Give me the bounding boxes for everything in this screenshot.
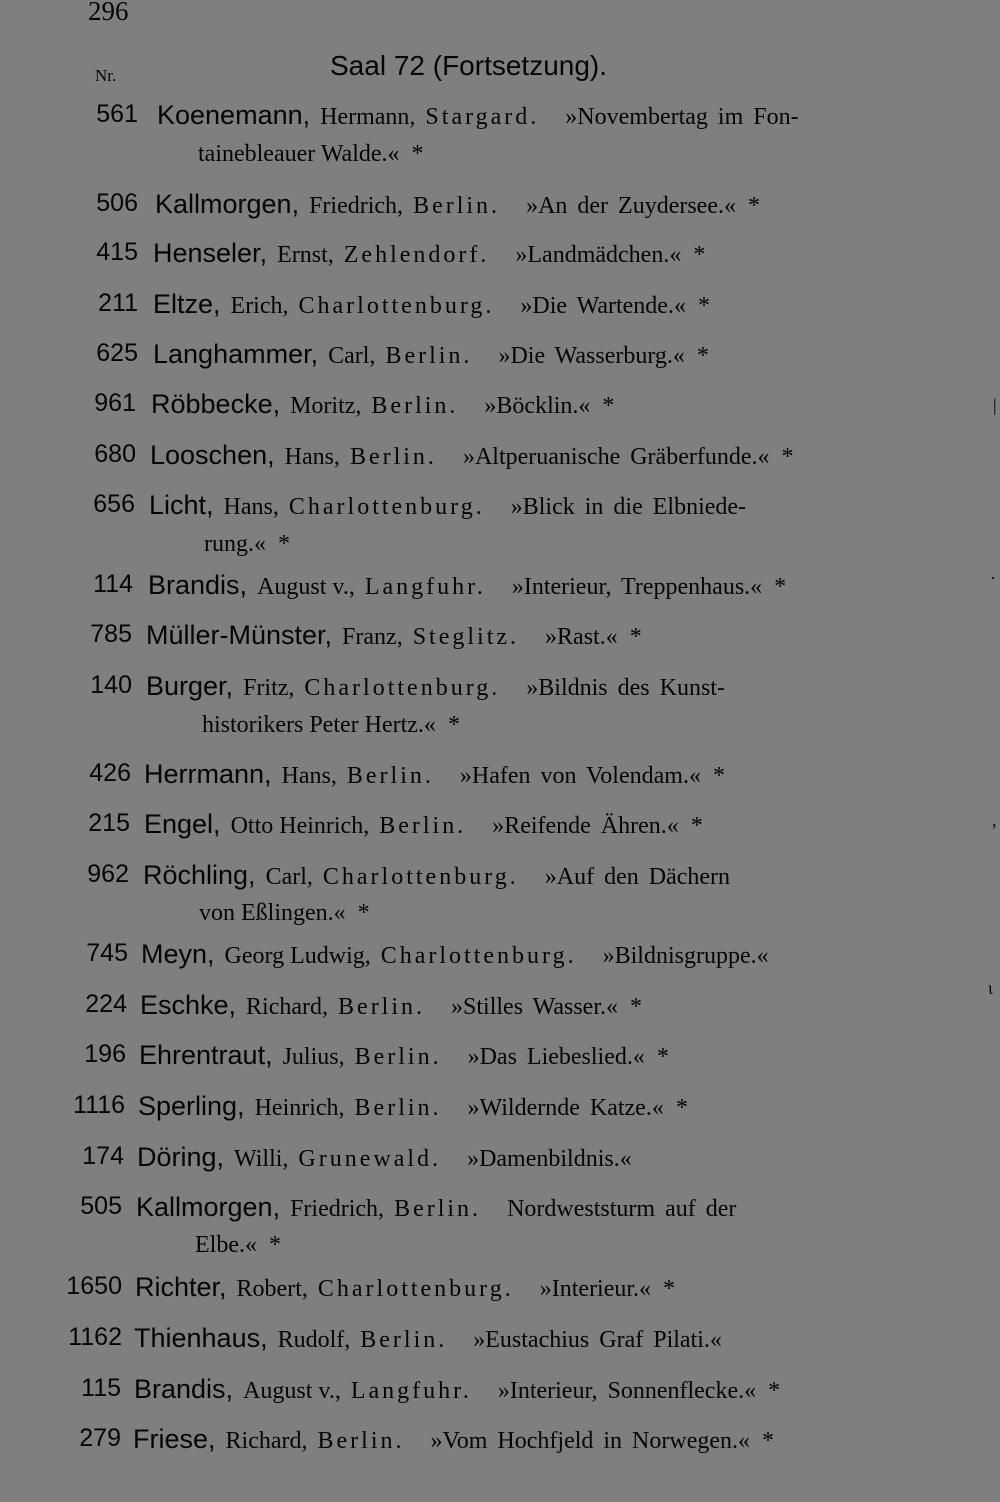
asterisk-mark: * [774, 574, 787, 600]
artist-surname: Kallmorgen, [155, 189, 300, 219]
artwork-title: »Die Wasserburg.« [498, 343, 685, 369]
artwork-title: Nordweststurm auf der [507, 1196, 737, 1222]
artist-given-name: August v., [257, 574, 355, 600]
margin-mark: ι [988, 978, 993, 998]
artist-surname: Eltze, [153, 289, 221, 319]
artist-surname: Meyn, [141, 939, 215, 969]
artist-city: Berlin. [354, 1095, 442, 1121]
artist-given-name: Moritz, [290, 393, 362, 419]
entry-line [134, 1374, 780, 1405]
artwork-title: »Die Wartende.« [520, 293, 686, 319]
artwork-title: »Auf den Dächern [544, 864, 731, 890]
artist-given-name: August v., [243, 1378, 341, 1404]
artwork-title: »Rast.« [545, 624, 618, 650]
entry-number: 426 [89, 759, 131, 787]
asterisk-mark: * [630, 994, 642, 1020]
artist-given-name: Ernst, [277, 242, 334, 268]
artwork-title: »Altperuanische Gräberfunde.« [462, 444, 770, 470]
margin-mark: , [992, 810, 997, 830]
entry-number: 506 [96, 189, 138, 217]
entry-line [150, 440, 793, 471]
artist-city: Berlin. [394, 1196, 482, 1222]
artist-city: Berlin. [360, 1327, 448, 1353]
entry-line [151, 389, 614, 420]
artwork-title: »Landmädchen.« [515, 242, 682, 268]
artist-given-name: Carl, [328, 343, 376, 369]
artist-given-name: Fritz, [243, 675, 295, 701]
asterisk-mark: * [712, 763, 725, 789]
entry-line [138, 1091, 688, 1122]
artwork-title: »Bildnis des Kunst- [526, 675, 725, 701]
section-heading: Saal 72 (Fortsetzung). [330, 50, 608, 81]
entry-number: 415 [96, 238, 138, 266]
entry-line [149, 490, 746, 521]
artist-city: Charlottenburg. [288, 494, 485, 520]
asterisk-mark: * [663, 1276, 676, 1302]
artwork-title: »Blick in die Elbniede- [510, 494, 747, 520]
artist-surname: Richter, [135, 1272, 227, 1302]
entry-number: 961 [94, 389, 136, 417]
asterisk-mark: * [762, 1428, 775, 1454]
artist-surname: Looschen, [150, 440, 275, 470]
artist-city: Charlottenburg. [380, 943, 577, 969]
entry-number: 215 [88, 809, 130, 837]
artwork-title-continuation: tainebleauer Walde.« [198, 141, 400, 167]
artist-surname: Koenemann, [157, 100, 311, 130]
asterisk-mark: * [697, 293, 710, 319]
entry-line [137, 1142, 632, 1173]
artwork-title: »Eustachius Graf Pilati.« [473, 1327, 722, 1353]
artist-given-name: Julius, [282, 1044, 345, 1070]
artist-city: Berlin. [385, 343, 473, 369]
artwork-title: »Interieur.« [539, 1276, 652, 1302]
artist-surname: Sperling, [138, 1091, 245, 1121]
artist-surname: Licht, [149, 490, 214, 520]
artist-surname: Herrmann, [144, 759, 272, 789]
entry-number: 656 [93, 490, 135, 518]
artwork-title-continuation: von Eßlingen.« [199, 900, 346, 926]
artist-surname: Röbbecke, [151, 389, 281, 419]
asterisk-mark: * [629, 624, 642, 650]
artist-given-name: Otto Heinrich, [230, 813, 370, 839]
artwork-title: »Stilles Wasser.« [451, 994, 618, 1020]
entry-number: 745 [86, 939, 128, 967]
entry-line [148, 570, 786, 601]
artist-given-name: Hans, [284, 444, 340, 470]
artist-city: Charlottenburg. [317, 1276, 514, 1302]
artist-surname: Thienhaus, [134, 1323, 268, 1353]
artist-surname: Engel, [144, 809, 221, 839]
entry-line [153, 339, 709, 370]
artist-city: Berlin. [346, 763, 434, 789]
artwork-title: »An der Zuydersee.« [526, 193, 736, 219]
artwork-title: »Wildernde Katze.« [467, 1095, 664, 1121]
asterisk-mark: * [357, 900, 370, 926]
artist-given-name: Franz, [342, 624, 403, 650]
artist-given-name: Rudolf, [277, 1327, 351, 1353]
entry-line [135, 1272, 675, 1303]
artist-surname: Brandis, [148, 570, 248, 600]
entry-line [136, 1192, 736, 1223]
asterisk-mark: * [278, 531, 290, 557]
artist-city: Berlin. [338, 994, 426, 1020]
asterisk-mark: * [781, 444, 794, 470]
asterisk-mark: * [268, 1232, 281, 1258]
entry-number: 1162 [68, 1323, 122, 1351]
entry-continuation-line [198, 141, 424, 168]
artwork-title: »Bildnisgruppe.« [602, 943, 769, 969]
asterisk-mark: * [602, 393, 615, 419]
entry-number: 115 [81, 1374, 121, 1402]
entry-line [153, 238, 705, 269]
artist-city: Grunewald. [298, 1146, 442, 1172]
artist-surname: Ehrentraut, [139, 1040, 273, 1070]
entry-number: 505 [80, 1192, 122, 1220]
artist-given-name: Erich, [230, 293, 289, 319]
artist-city: Berlin. [354, 1044, 442, 1070]
artist-given-name: Friedrich, [309, 193, 404, 219]
entry-number: 279 [79, 1424, 121, 1452]
entry-line [139, 1040, 669, 1071]
artist-city: Berlin. [413, 193, 501, 219]
artist-city: Langfuhr. [350, 1378, 472, 1404]
entry-line [146, 671, 725, 702]
entry-number: 1650 [66, 1272, 122, 1300]
artist-given-name: Hans, [281, 763, 337, 789]
artwork-title: »Damenbildnis.« [467, 1146, 632, 1172]
asterisk-mark: * [690, 813, 703, 839]
artwork-title: »Vom Hochfjeld in Norwegen.« [430, 1428, 751, 1454]
artist-given-name: Hans, [223, 494, 279, 520]
artist-city: Charlottenburg. [298, 293, 495, 319]
artist-city: Berlin. [371, 393, 459, 419]
artist-surname: Eschke, [140, 990, 237, 1020]
entry-continuation-line [195, 1232, 281, 1259]
artist-city: Stargard. [425, 104, 540, 130]
entry-number: 625 [96, 339, 138, 367]
artist-city: Zehlendorf. [343, 242, 490, 268]
artist-surname: Burger, [146, 671, 234, 701]
entry-number: 224 [85, 990, 127, 1018]
asterisk-mark: * [656, 1044, 669, 1070]
artwork-title: »Reifende Ähren.« [492, 813, 679, 839]
artist-given-name: Hermann, [320, 104, 416, 130]
asterisk-mark: * [411, 141, 424, 167]
entry-continuation-line [199, 900, 370, 927]
artist-given-name: Robert, [236, 1276, 308, 1302]
asterisk-mark: * [447, 712, 460, 738]
artist-city: Berlin. [317, 1428, 405, 1454]
entry-number: 561 [96, 100, 138, 128]
entry-number: 962 [87, 860, 129, 888]
margin-mark: | [993, 395, 997, 415]
entry-number: 114 [93, 570, 133, 598]
artist-surname: Müller-Münster, [146, 620, 333, 650]
asterisk-mark: * [675, 1095, 688, 1121]
entry-number: 1116 [73, 1091, 125, 1119]
asterisk-mark: * [693, 242, 706, 268]
artwork-title: »Interieur, Sonnenflecke.« [497, 1378, 757, 1404]
entry-continuation-line [204, 531, 290, 558]
artist-given-name: Willi, [234, 1146, 289, 1172]
artist-surname: Langhammer, [153, 339, 319, 369]
asterisk-mark: * [696, 343, 709, 369]
asterisk-mark: * [748, 193, 760, 219]
asterisk-mark: * [768, 1378, 781, 1404]
nr-column-label: Nr. [95, 66, 117, 85]
entry-line [144, 809, 703, 840]
artist-surname: Röchling, [143, 860, 256, 890]
artist-given-name: Richard, [246, 994, 329, 1020]
artist-city: Charlottenburg. [304, 675, 501, 701]
artist-surname: Kallmorgen, [136, 1192, 281, 1222]
artwork-title: »Böcklin.« [484, 393, 591, 419]
entry-number: 785 [90, 620, 132, 648]
entry-line [141, 939, 769, 970]
artist-surname: Döring, [137, 1142, 225, 1172]
entry-line [143, 860, 730, 891]
page-number: 296 [88, 0, 129, 26]
artwork-title: »Novembertag im Fon- [565, 104, 799, 130]
artist-city: Berlin. [349, 444, 437, 470]
entry-line [153, 289, 710, 320]
artist-surname: Friese, [133, 1424, 216, 1454]
entry-line [140, 990, 642, 1021]
entry-number: 174 [82, 1142, 124, 1170]
artist-city: Steglitz. [412, 624, 520, 650]
artist-given-name: Georg Ludwig, [224, 943, 371, 969]
entry-line [144, 759, 725, 790]
artist-surname: Brandis, [134, 1374, 234, 1404]
artist-city: Charlottenburg. [322, 864, 519, 890]
entry-number: 196 [84, 1040, 126, 1068]
artist-city: Langfuhr. [364, 574, 486, 600]
entry-number: 211 [98, 289, 138, 317]
entry-line [157, 100, 799, 131]
entry-continuation-line [202, 712, 460, 739]
artist-given-name: Heinrich, [254, 1095, 345, 1121]
artwork-title-continuation: historikers Peter Hertz.« [202, 712, 436, 738]
artwork-title-continuation: rung.« [204, 531, 266, 557]
artist-given-name: Carl, [265, 864, 313, 890]
entry-line [134, 1323, 722, 1354]
margin-mark: · [990, 568, 996, 588]
artist-given-name: Friedrich, [290, 1196, 385, 1222]
artist-surname: Henseler, [153, 238, 268, 268]
entry-line [155, 189, 760, 220]
artwork-title-continuation: Elbe.« [195, 1232, 257, 1258]
entry-number: 680 [94, 440, 136, 468]
artwork-title: »Interieur, Treppenhaus.« [511, 574, 763, 600]
entry-number: 140 [90, 671, 132, 699]
artwork-title: »Das Liebeslied.« [467, 1044, 645, 1070]
entry-line [133, 1424, 774, 1455]
artist-city: Berlin. [379, 813, 467, 839]
entry-line [146, 620, 642, 651]
artist-given-name: Richard, [225, 1428, 308, 1454]
artwork-title: »Hafen von Volendam.« [459, 763, 701, 789]
